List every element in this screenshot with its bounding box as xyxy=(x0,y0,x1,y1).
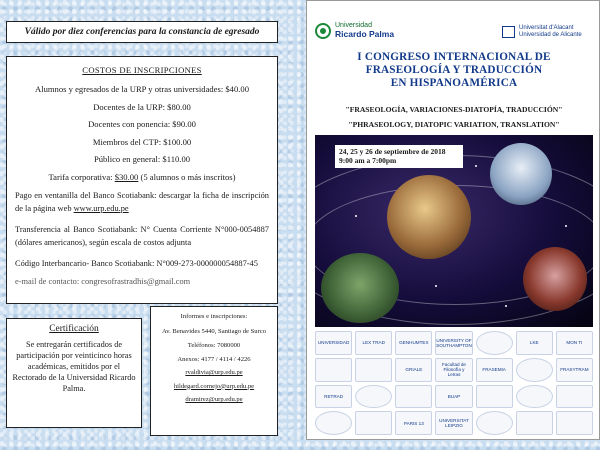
validity-text: Válido por diez conferencias para la constancia de egresado xyxy=(24,27,260,37)
sponsor-logo: LEX TRAD xyxy=(355,331,392,355)
certification-title: Certificación xyxy=(49,324,99,334)
sponsor-logo xyxy=(516,385,553,409)
sponsor-logo: Facultad de Filosofía y Letras xyxy=(435,358,472,382)
sponsor-logo xyxy=(315,411,352,435)
cost-line: Miembros del CTP: $100.00 xyxy=(92,136,192,147)
costs-title: COSTOS DE INSCRIPCIONES xyxy=(82,65,202,75)
ua-line2: Universidad de Alicante xyxy=(519,32,582,38)
payment-instructions: Pago en ventanilla del Banco Scotiabank: descargar la ficha de inscripción de la página web xyxy=(15,191,269,213)
sponsor-logo xyxy=(476,411,513,435)
sponsor-logo xyxy=(516,358,553,382)
costs-panel xyxy=(6,56,278,304)
sponsor-logo: GENHUMTEX xyxy=(395,331,432,355)
urp-line1: Universidad xyxy=(335,22,372,29)
sponsor-logo: FRASYTRAM xyxy=(556,358,593,382)
star xyxy=(505,305,507,307)
cost-line: Alumnos y egresados de la URP y otras universidades: $40.00 xyxy=(34,84,250,94)
transfer-text: Transferencia al Banco Scotiabank: N° Cuenta Corriente N°000-0054887 (dólares americanos), según escala de costos adjunta xyxy=(15,225,269,247)
cover-panel xyxy=(306,0,600,440)
dome-planet xyxy=(490,143,552,205)
cost-line: Docentes de la URP: $80.00 xyxy=(93,101,191,112)
validity-banner xyxy=(6,21,278,43)
machu-picchu-planet xyxy=(321,253,399,323)
info-annex: Anexos: 4177 / 4114 / 4226 xyxy=(177,355,251,363)
cost-line: Público en general: $110.00 xyxy=(93,154,191,164)
sponsor-logo xyxy=(476,331,513,355)
ua-logo xyxy=(502,25,582,39)
interbank-text: Código Interbancario- Banco Scotiabank: N°009-273-000000054887-45 xyxy=(15,259,258,268)
corporate-prefix: Tarifa corporativa: xyxy=(48,171,115,182)
certification-panel xyxy=(6,318,142,428)
sponsor-logo: RETRAD xyxy=(315,385,352,409)
sponsor-logos xyxy=(315,331,593,435)
star xyxy=(355,215,357,217)
sponsor-logo: UNIVERSITY OF SOUTHAMPTON xyxy=(435,331,472,355)
sponsor-logo xyxy=(516,411,553,435)
sponsor-logo xyxy=(476,385,513,409)
cover-illustration xyxy=(315,135,593,327)
subtitle-es: "FRASEOLOGÍA, VARIACIONES-DIATOPÍA, TRADUCCIÓN" xyxy=(345,105,563,114)
babel-tower-planet xyxy=(387,175,471,259)
certification-body: Se entregarán certificados de participación por veinticinco horas académicas, emitidos por el Rectorado de la Universidad Ricardo Palma. xyxy=(12,340,136,393)
title-line: FRASEOLOGÍA Y TRADUCCIÓN xyxy=(365,64,543,76)
ua-line1: Universitat d'Alacant xyxy=(519,25,574,31)
sponsor-logo xyxy=(395,385,432,409)
title-line: EN HISPANOAMÉRICA xyxy=(390,77,518,89)
event-date: 24, 25 y 26 de septiembre de 2018 xyxy=(339,147,446,156)
sponsor-logo xyxy=(355,385,392,409)
sponsor-logo: UNIVERSITAT LEIPZIG xyxy=(435,411,472,435)
saint-portrait-planet xyxy=(523,247,587,311)
urp-line2: Ricardo Palma xyxy=(335,29,395,39)
urp-seal-icon xyxy=(315,23,331,39)
sponsor-logo xyxy=(556,385,593,409)
info-phone: Teléfonos: 7080000 xyxy=(187,342,241,349)
event-date-box xyxy=(335,145,463,168)
sponsor-logo xyxy=(355,358,392,382)
star xyxy=(565,225,567,227)
sponsor-logo: MON TI xyxy=(556,331,593,355)
payment-text xyxy=(15,190,269,215)
sponsor-logo: PARIS 13 xyxy=(395,411,432,435)
info-email-2[interactable]: hildegard.cornejo@urp.edu.pe xyxy=(173,382,255,390)
subtitle-en: "PHRASEOLOGY, DIATOPIC VARIATION, TRANSLATION" xyxy=(348,120,560,129)
info-email-3[interactable]: dramirez@urp.edu.pe xyxy=(185,396,243,403)
event-time: 9:00 am a 7:00pm xyxy=(339,155,397,165)
sponsor-logo: BUAP xyxy=(435,385,472,409)
cost-line: Docentes con ponencia: $90.00 xyxy=(88,119,196,129)
sponsor-logo: LKE xyxy=(516,331,553,355)
info-email-1[interactable]: rvaldivia@urp.edu.pe xyxy=(185,369,243,376)
sponsor-logo: UNIVERSIDAD xyxy=(315,331,352,355)
corporate-amount: $30.00 xyxy=(114,171,139,182)
star xyxy=(475,165,477,167)
title-line: I CONGRESO INTERNACIONAL DE xyxy=(357,51,551,63)
info-panel xyxy=(150,306,278,436)
ua-mark-icon xyxy=(502,26,515,38)
congress-title xyxy=(315,51,593,90)
corporate-rate xyxy=(15,169,269,187)
contact-email: e-mail de contacto: congresofrastradhis@gmail.com xyxy=(15,276,191,286)
urp-logo xyxy=(315,22,394,40)
sponsor-logo: FRASEMIA xyxy=(476,358,513,382)
info-title: Informes e inscripciones: xyxy=(180,313,248,320)
sponsor-logo xyxy=(556,411,593,435)
corporate-suffix: (5 alumnos o más inscritos) xyxy=(138,171,236,182)
info-address: Av. Benavides 5440, Santiago de Surco xyxy=(161,327,266,335)
sponsor-logo xyxy=(355,411,392,435)
payment-url-link[interactable]: www.urp.edu.pe xyxy=(73,203,129,213)
star xyxy=(435,285,437,287)
sponsor-logo xyxy=(315,358,352,382)
sponsor-logo: GRIALE xyxy=(395,358,432,382)
